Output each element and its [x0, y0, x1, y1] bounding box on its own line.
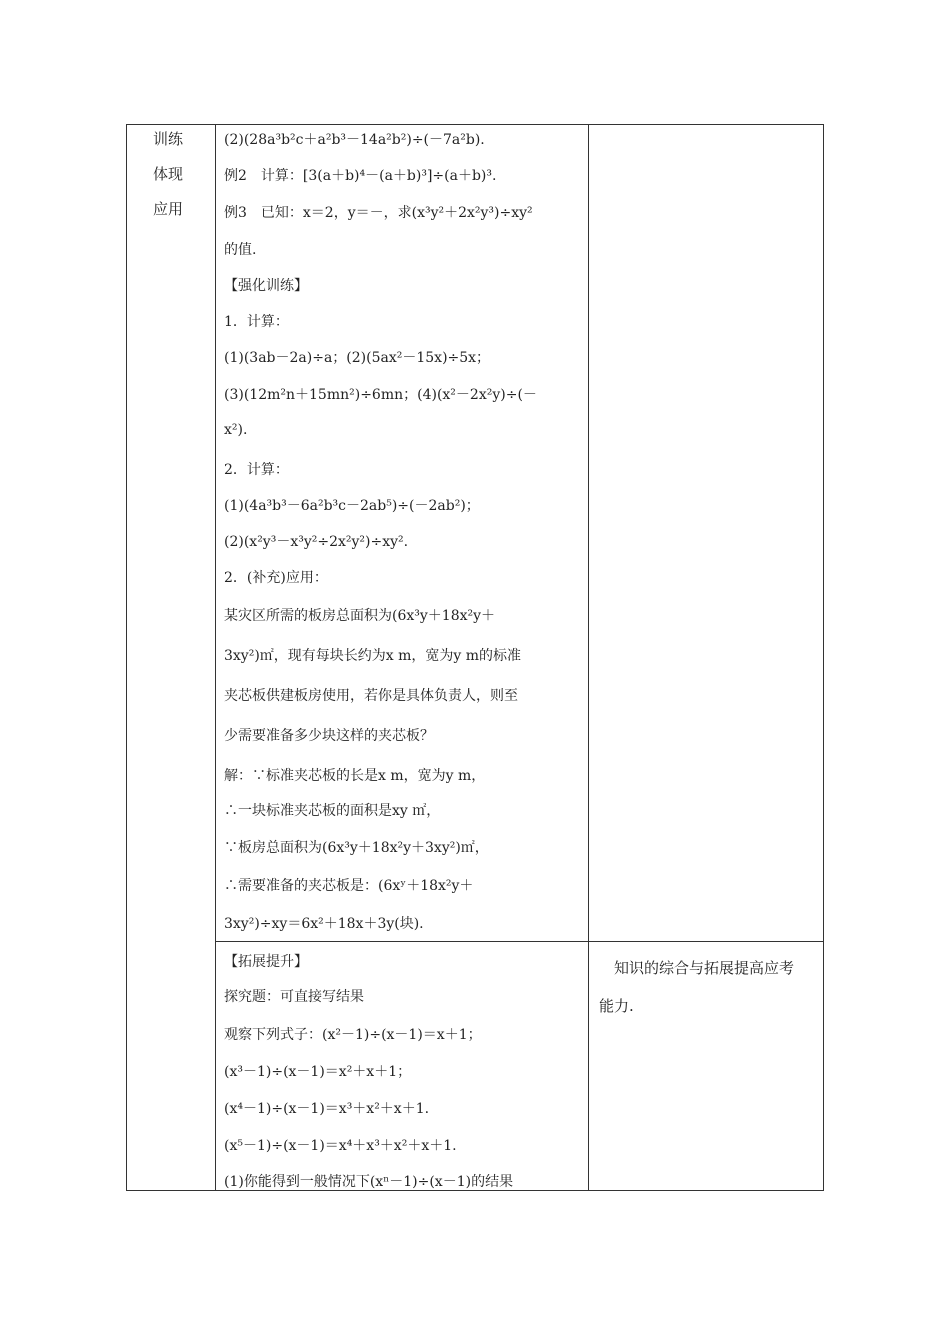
text-line: 解：∵标准夹芯板的长是x m，宽为y m，	[224, 768, 486, 784]
text-line: (2)(28a³b²c＋a²b³－14a²b²)÷(－7a²b).	[224, 132, 485, 148]
text-line: 2．(补充)应用：	[224, 570, 328, 586]
text-line: 某灾区所需的板房总面积为(6x³y＋18x²y＋	[224, 608, 496, 624]
text-line: 的值.	[224, 242, 257, 258]
text-line: (x⁴－1)÷(x－1)＝x³＋x²＋x＋1.	[224, 1101, 430, 1117]
column-divider-1	[215, 125, 216, 1190]
text-line: 【强化训练】	[224, 278, 308, 294]
lesson-table	[126, 124, 824, 1191]
design-note: 知识的综合与拓展提高应考 能力.	[599, 959, 795, 1015]
text-line: ∵板房总面积为(6x³y＋18x²y＋3xy²)㎡，	[224, 840, 489, 856]
text-line: (x³－1)÷(x－1)＝x²＋x＋1；	[224, 1064, 412, 1080]
text-line: 例3 已知：x＝2，y＝－，求(x³y²＋2x²y³)÷xy²	[224, 205, 533, 221]
text-line: (1)你能得到一般情况下(xⁿ－1)÷(x－1)的结果	[224, 1174, 514, 1190]
text-line: x²).	[224, 422, 248, 438]
text-line: ∴需要准备的夹芯板是：(6xʸ＋18x²y＋	[224, 878, 474, 894]
text-line: ∴一块标准夹芯板的面积是xy ㎡，	[224, 803, 441, 819]
text-line: (3)(12m²n＋15mn²)÷6mn；(4)(x²－2x²y)÷(－	[224, 387, 537, 403]
text-line: (1)(3ab－2a)÷a；(2)(5ax²－15x)÷5x；	[224, 350, 491, 366]
text-line: (x⁵－1)÷(x－1)＝x⁴＋x³＋x²＋x＋1.	[224, 1138, 457, 1154]
text-line: 【拓展提升】	[224, 954, 308, 970]
text-line: 例2 计算：[3(a＋b)⁴－(a＋b)³]÷(a＋b)³.	[224, 168, 497, 184]
text-line: 少需要准备多少块这样的夹芯板？	[224, 728, 434, 744]
text-line: (2)(x²y³－x³y²÷2x²y²)÷xy².	[224, 534, 409, 550]
text-line: 2．计算：	[224, 462, 289, 478]
text-line: 3xy²)㎡，现有每块长约为x m，宽为y m的标准	[224, 648, 522, 664]
text-line: 1．计算：	[224, 314, 289, 330]
text-line: 观察下列式子：(x²－1)÷(x－1)＝x＋1；	[224, 1027, 482, 1043]
text-line: 探究题：可直接写结果	[224, 989, 364, 1005]
section-label: 训练 体现 应用	[153, 130, 184, 218]
row-divider	[215, 941, 823, 942]
text-line: 夹芯板供建板房使用，若你是具体负责人，则至	[224, 688, 518, 704]
column-divider-2	[588, 125, 589, 1190]
text-line: 3xy²)÷xy＝6x²＋18x＋3y(块).	[224, 916, 424, 932]
text-line: (1)(4a³b³－6a²b³c－2ab⁵)÷(－2ab²)；	[224, 498, 480, 514]
